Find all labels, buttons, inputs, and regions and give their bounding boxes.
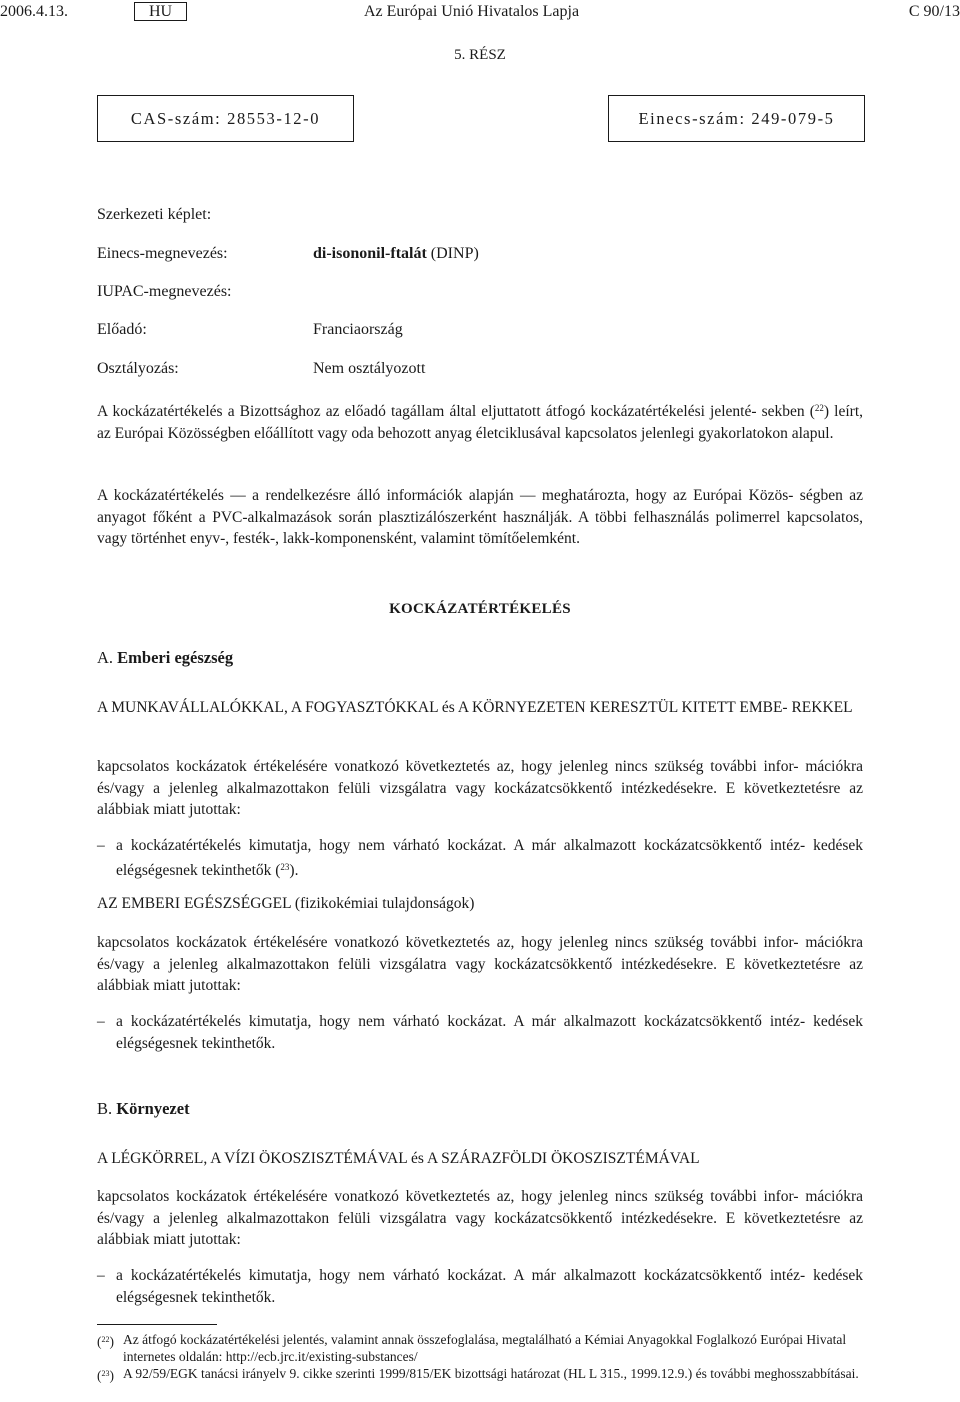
section-b-heading [97, 1099, 190, 1119]
risk-assessment-title: KOCKÁZATÉRTÉKELÉS [389, 601, 571, 617]
cas-number-box [97, 95, 354, 142]
section-a-sub1-bullet [97, 835, 863, 881]
language-badge [134, 2, 187, 22]
bullet-text-b: ). [289, 861, 299, 879]
section-a-sub2-bullet [97, 1011, 863, 1054]
section-b-bullet-text: a kockázatértékelés kimutatja, hogy nem várható kockázat. A már alkalmazott kockázatcsökkentő intéz- kedések elégségesnek tekinthetők. [116, 1267, 863, 1306]
journal-title: Az Európai Unió Hivatalos Lapja [364, 3, 580, 20]
intro-p1-text-b: ) leírt, az Európai Közösségben előállított vagy oda behozott anyag életciklusával kapcsolatos jelenlegi gyakorlatokon alapul. [97, 403, 864, 442]
cas-number: CAS-szám: 28553-12-0 [130, 108, 321, 128]
section-b-title: Környezet [116, 1099, 190, 1118]
footnote-ref-22: 22 [814, 403, 824, 413]
section-a-title: Emberi egészség [117, 648, 234, 667]
bullet-text-a: a kockázatértékelés kimutatja, hogy nem várható kockázat. A már alkalmazott kockázatcsökkentő intéz- kedések elégségesnek tekinthetők ( [116, 837, 863, 879]
footnote-23-number: ($^{23}$) [97, 1368, 114, 1383]
section-a-sub2-heading: AZ EMBERI EGÉSZSÉGGEL (fizikokémiai tulajdonságok) [97, 895, 475, 912]
einecs-number-box [608, 95, 865, 142]
einecs-name-label: Einecs-megnevezés: [97, 245, 228, 262]
section-a-sub1-bullet-text [116, 835, 863, 881]
iupac-name-label: IUPAC-megnevezés: [97, 283, 232, 300]
footnote-22-number: ($^{22}$) [97, 1334, 114, 1349]
classification-label: Osztályozás: [97, 360, 179, 377]
intro-paragraph-2: A kockázatértékelés — a rendelkezésre álló információk alapján — meghatározta, hogy az Európai Közös- ségben az anyagot főként a PVC-alkalmazások során plasztizálószerként használják. A többi felhasználás polimerrel kapcsolatos, vagy történhet enyv-, festék-, lakk-komponensként, valamint tömítőelemként. [97, 487, 863, 547]
section-a-sub1-heading: A MUNKAVÁLLALÓKKAL, A FOGYASZTÓKKAL és A KÖRNYEZETEN KERESZTÜL KITETT EMBE- REKKEL [97, 699, 853, 716]
structural-formula-label: Szerkezeti képlet: [97, 206, 212, 223]
einecs-name-rest: (DINP) [426, 245, 479, 262]
page-number: C 90/13 [908, 3, 960, 20]
section-b-sub-heading: A LÉGKÖRREL, A VÍZI ÖKOSZISZTÉMÁVAL és A SZÁRAZFÖLDI ÖKOSZISZTÉMÁVAL [97, 1150, 700, 1167]
footnote-23-text: A 92/59/EGK tanácsi irányelv 9. cikke szerinti 1999/815/EK bizottsági határozat (HL L 315., 1999.12.9.) és további meghosszabbításai. [123, 1366, 859, 1381]
section-b-sub-text: kapcsolatos kockázatok értékelésére vonatkozó következtetés az, hogy jelenleg nincs szükség további infor- mációkra és/vagy a jelenleg alkalmazottakon felüli vizsgálatra vagy kockázatcsökkentő intézkedésekre. E következtetésre az alábbiak miatt jutottak: [97, 1188, 863, 1248]
language-code: HU [134, 2, 187, 21]
dash-marker: – [97, 1013, 105, 1030]
dash-marker: – [97, 837, 105, 854]
section-a-sub1-text: kapcsolatos kockázatok értékelésére vonatkozó következtetés az, hogy jelenleg nincs szükség további infor- mációkra és/vagy a jelenleg alkalmazottakon felüli vizsgálatra vagy kockázatcsökkentő intézkedésekre. E következtetésre az alábbiak miatt jutottak: [97, 758, 863, 818]
intro-p1-text-a: A kockázatértékelés a Bizottsághoz az előadó tagállam által eljuttatott átfogó kockázatértékelési jelenté- sekben ( [97, 403, 815, 420]
footnote-22-text: Az átfogó kockázatértékelési jelentés, valamint annak összefoglalása, megtalálható a Kémiai Anyagokkal Foglalkozó Európai Hivatal internetes oldalán: http://ecb.jrc.it/existing-substances/ [123, 1332, 847, 1364]
rapporteur-label: Előadó: [97, 321, 147, 338]
section-a-sub2-bullet-text: a kockázatértékelés kimutatja, hogy nem várható kockázat. A már alkalmazott kockázatcsökkentő intéz- kedések elégségesnek tekinthetők. [116, 1013, 863, 1052]
footnote-ref-23: 23 [280, 861, 290, 872]
footnote-23 [97, 1365, 863, 1382]
dash-marker: – [97, 1267, 105, 1284]
header-date: 2006.4.13. [0, 3, 68, 20]
rapporteur-value: Franciaország [313, 321, 403, 338]
section-a-sub2-text: kapcsolatos kockázatok értékelésére vonatkozó következtetés az, hogy jelenleg nincs szükség további infor- mációkra és/vagy a jelenleg alkalmazottakon felüli vizsgálatra vagy kockázatcsökkentő intézkedésekre. E következtetésre az alábbiak miatt jutottak: [97, 934, 863, 994]
einecs-number: Einecs-szám: 249-079-5 [638, 108, 835, 128]
section-b-letter: B. [97, 1099, 113, 1118]
section-a-heading [97, 648, 233, 668]
einecs-name-value [313, 244, 479, 264]
intro-paragraph-1 [97, 398, 863, 444]
footnote-separator [97, 1324, 217, 1325]
part-title: 5. RÉSZ [454, 47, 506, 63]
section-a-letter: A. [97, 648, 114, 667]
footnote-22 [97, 1331, 863, 1365]
einecs-name-bold: di-isononil-ftalát [313, 245, 427, 262]
classification-value: Nem osztályozott [313, 360, 426, 377]
section-b-bullet [97, 1265, 863, 1308]
